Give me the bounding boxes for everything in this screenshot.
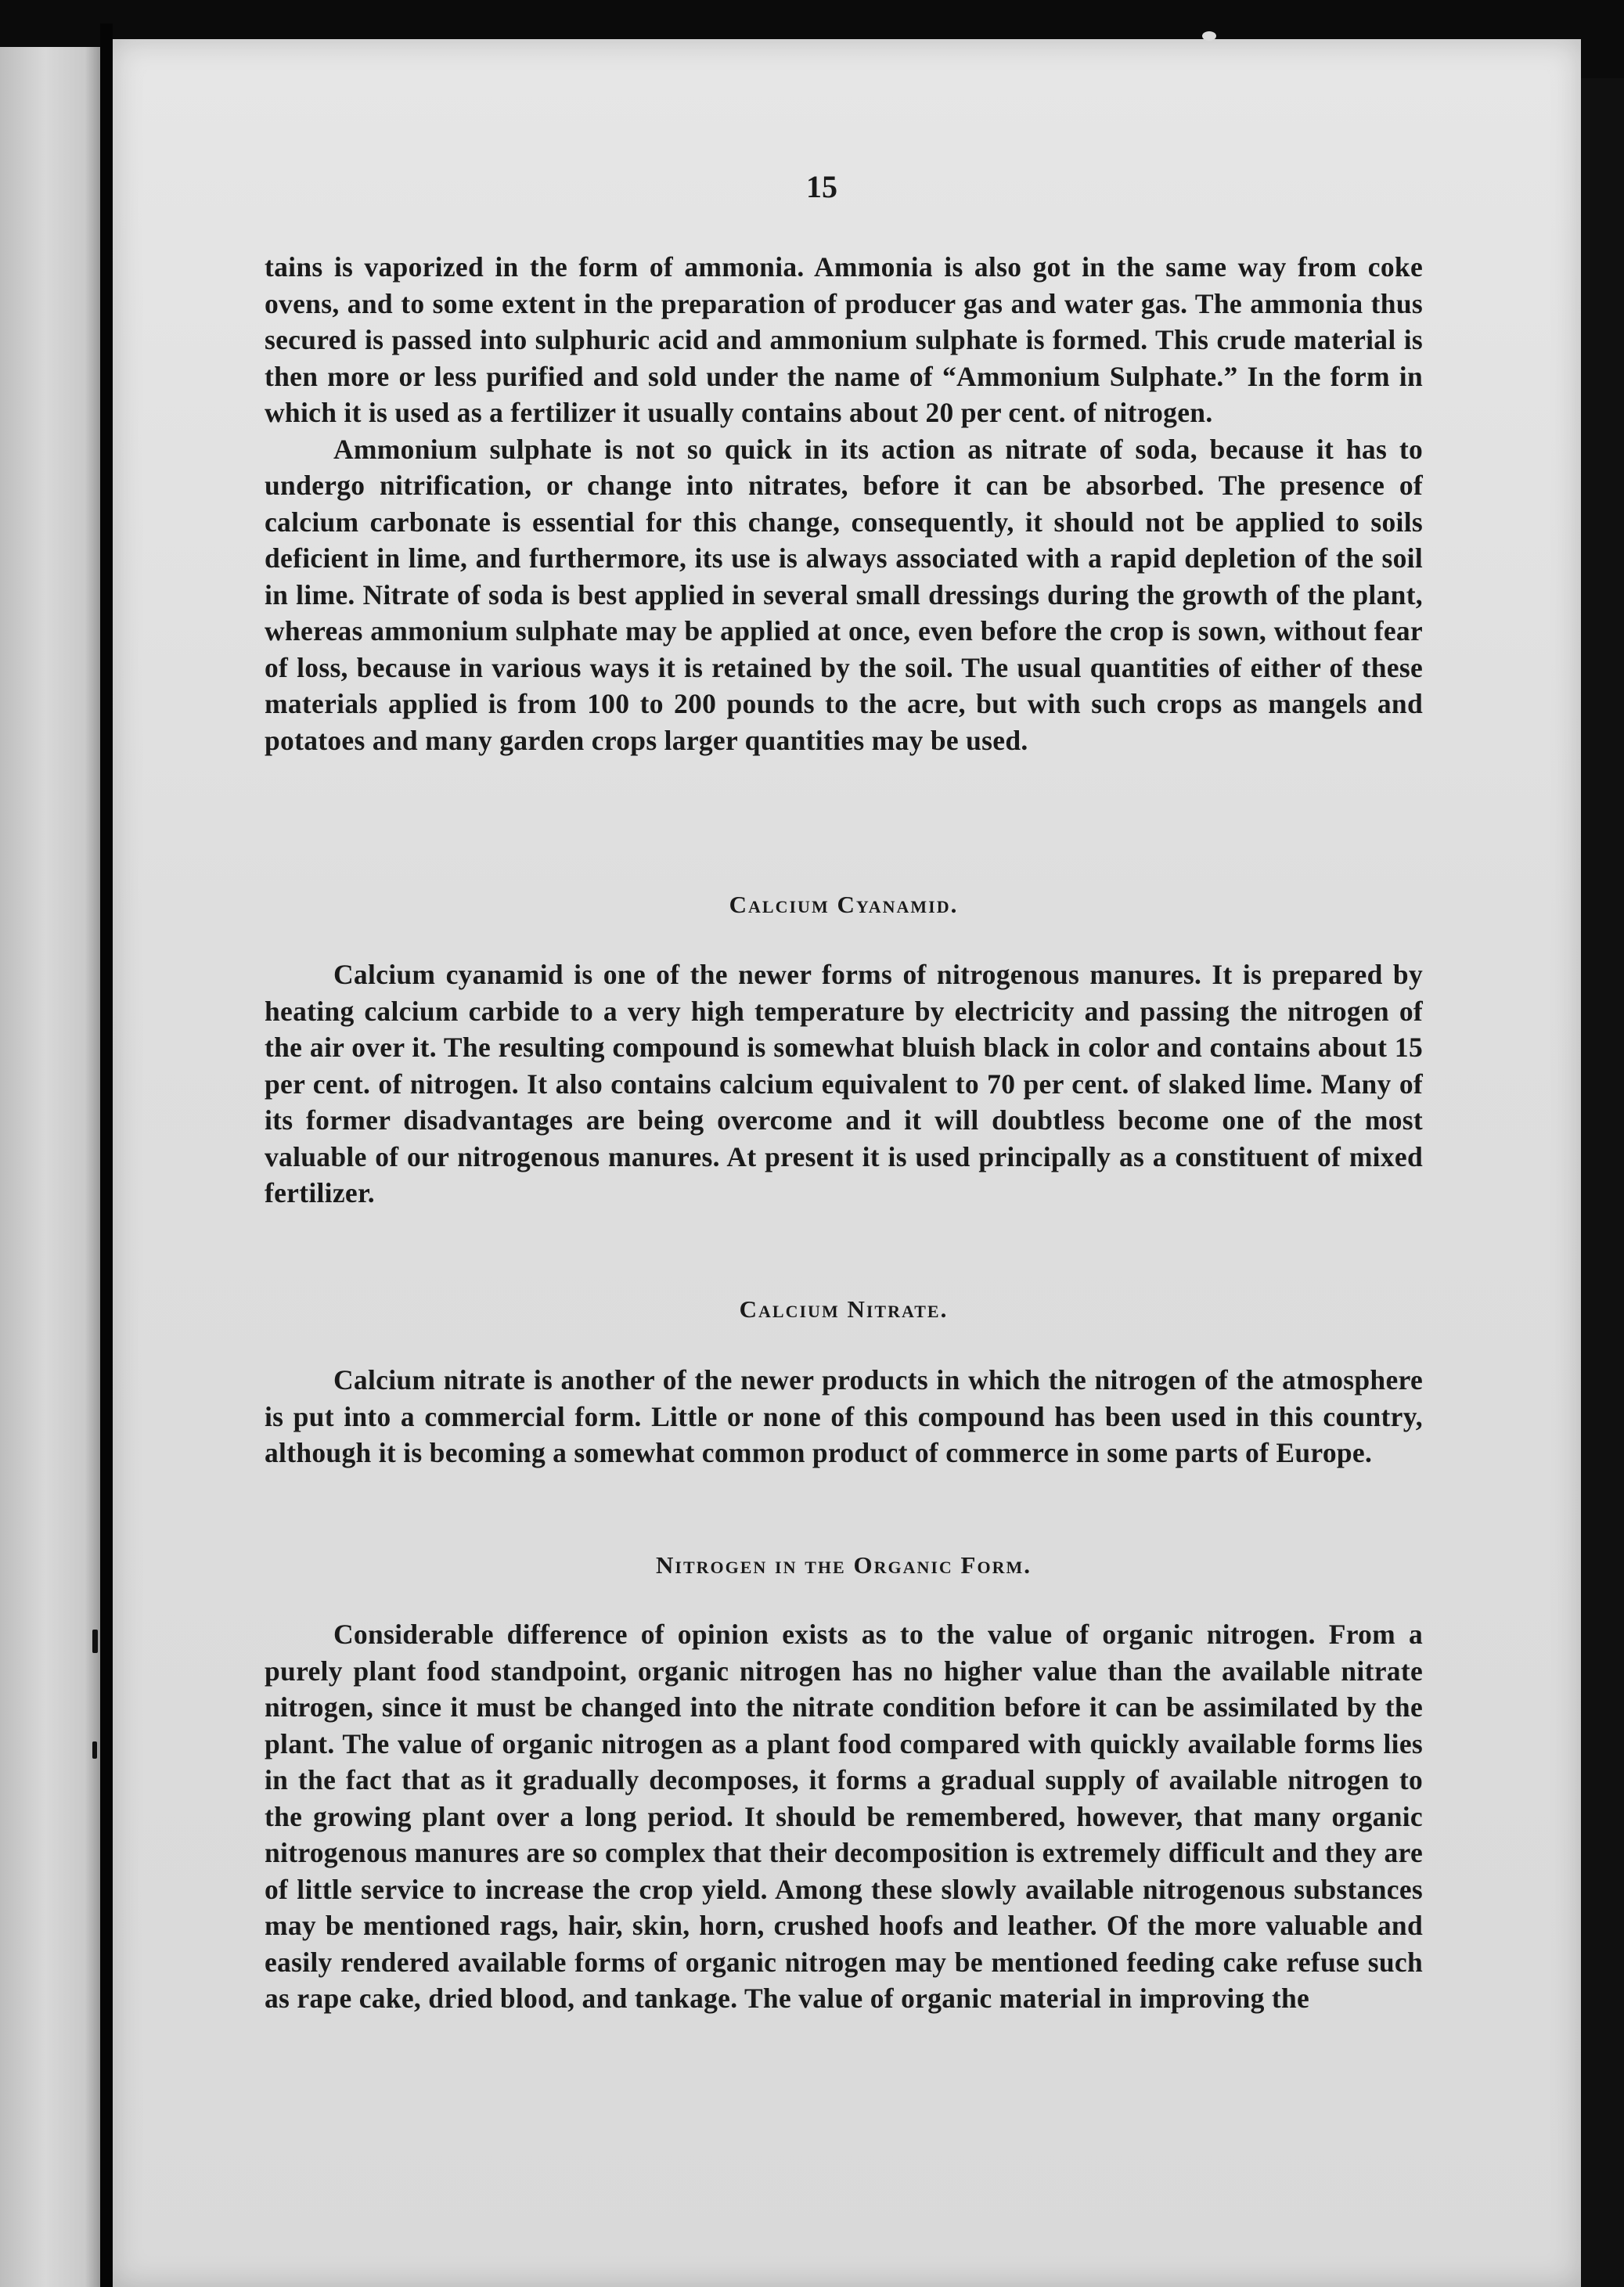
paragraph-calcium-cyanamid: Calcium cyanamid is one of the newer forms of nitrogenous manures. It is prepared by heating calcium carbide to a very high temperature by electricity and passing the nitrogen of the air over it. The resulting compound is somewhat bluish black in color and contains about 15 per cent. of nitrogen. It also contains calcium equivalent to 70 per cent. of slaked lime. Many of its former disadvantages are being overcome and it will doubtless become one of the most valuable of our nitrogenous manures. At present it is used principally as a constituent of mixed fertilizer.: [265, 959, 1423, 1208]
organic-text-block: [265, 1616, 1423, 2017]
paragraph-organic-nitrogen: Considerable difference of opinion exists as to the value of organic nitrogen. From a purely plant food standpoint, organic nitrogen has no higher value than the available nitrate nitrogen, since it must be changed into the nitrate condition before it can be assimilated by the plant. The value of organic nitrogen as a plant food compared with quickly available forms lies in the fact that as it gradually decomposes, it forms a gradual supply of available nitrogen to the growing plant over a long period. It should be remembered, however, that many organic nitrogenous manures are so complex that their decomposition is extremely difficult and they are of little service to increase the crop yield. Among these slowly available nitrogenous substances may be mentioned rags, hair, skin, horn, crushed hoofs and leather. Of the more valuable and easily rendered available forms of organic nitrogen may be mentioned feeding cake refuse such as rape cake, dried blood, and tankage. The value of organic material in improving the: [265, 1619, 1423, 2014]
ammonium-text-block: [265, 249, 1423, 758]
facing-page-edge: [0, 47, 100, 2287]
paragraph-ammonia-production: tains is vaporized in the form of ammonia. Ammonia is also got in the same way from coke ovens, and to some extent in the preparation of producer gas and water gas. The ammonia thus secured is passed into sulphuric acid and ammonium sulphate is formed. This crude material is then more or less purified and sold under the name of “Ammonium Sulphate.” In the form in which it is used as a fertilizer it usually contains about 20 per cent. of nitrogen.: [265, 251, 1423, 428]
scan-speck: [1202, 31, 1216, 41]
page-number: 15: [806, 169, 837, 204]
cyanamid-text-block: [265, 956, 1423, 1212]
binding-mark: [92, 1630, 98, 1653]
heading-calcium-nitrate: Calcium Nitrate.: [739, 1295, 949, 1323]
book-gutter: [100, 23, 113, 2287]
heading-organic-nitrogen: Nitrogen in the Organic Form.: [656, 1551, 1032, 1579]
nitrate-text-block: [265, 1362, 1423, 1471]
binding-mark: [92, 1741, 97, 1759]
paragraph-calcium-nitrate: Calcium nitrate is another of the newer products in which the nitrogen of the atmosphere is put into a commercial form. Little or none of this compound has been used in this country, although it is becoming a somewhat common product of commerce in some parts of Europe.: [265, 1364, 1423, 1468]
heading-calcium-cyanamid: Calcium Cyanamid.: [729, 891, 959, 918]
scan-border: [1581, 78, 1624, 2287]
paragraph-ammonium-sulphate: Ammonium sulphate is not so quick in its action as nitrate of soda, because it has to undergo nitrification, or change into nitrates, before it can be absorbed. The presence of calcium carbonate is essential for this change, consequently, it should not be applied to soils deficient in lime, and furthermore, its use is always associated with a rapid depletion of the soil in lime. Nitrate of soda is best applied in several small dressings during the growth of the plant, whereas ammonium sulphate may be applied at once, even before the crop is sown, without fear of loss, because in various ways it is retained by the soil. The usual quantities of either of these materials applied is from 100 to 200 pounds to the acre, but with such crops as mangels and potatoes and many garden crops larger quantities may be used.: [265, 433, 1423, 756]
